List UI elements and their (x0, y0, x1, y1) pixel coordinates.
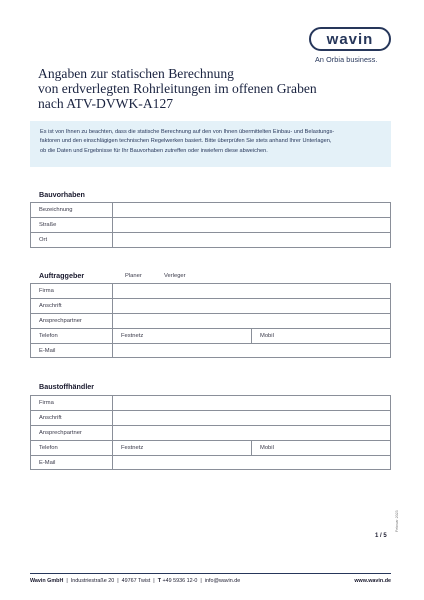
ansprechpartner-field[interactable] (113, 313, 391, 328)
brand-tagline: An Orbia business. (315, 55, 378, 64)
field-label: Straße (31, 217, 113, 232)
table-row (31, 313, 391, 328)
table-row (31, 410, 391, 425)
festnetz-field[interactable] (113, 328, 252, 343)
field-label: Anschrift (31, 298, 113, 313)
table-row (31, 232, 391, 247)
ort-field[interactable] (113, 232, 391, 247)
edition-note: Februar 2023 (395, 510, 399, 532)
notice-box (30, 121, 391, 167)
footer-phone: +49 5936 12-0 (162, 578, 198, 584)
footer-divider (30, 573, 391, 574)
anschrift-field[interactable] (113, 410, 391, 425)
field-label: Firma (31, 396, 113, 411)
table-row (31, 425, 391, 440)
title-line: nach ATV-DVWK-A127 (38, 96, 174, 112)
notice-line: ob die Daten und Ergebnisse für Ihr Bauvorhaben zutreffen oder inwiefern diese abweichen. (40, 147, 268, 154)
section-heading-bauvorhaben: Bauvorhaben (39, 190, 85, 199)
title-line: von erdverlegten Rohrleitungen im offenen Graben (38, 81, 317, 97)
mobil-field[interactable] (252, 440, 391, 455)
footer-city: 49767 Twist (121, 578, 151, 584)
bezeichnung-field[interactable] (113, 203, 391, 218)
section-heading-baustoffhaendler: Baustoffhändler (39, 382, 95, 391)
mobil-label: Mobil (260, 444, 274, 451)
page-footer: Wavin GmbH | Industriestraße 20 | 49767 Twist | T +49 5936 12-0 | info@wavin.de www.wavin.de (30, 578, 391, 584)
table-row (31, 343, 391, 358)
option-planer[interactable]: Planer (125, 273, 142, 279)
title-line: Angaben zur statischen Berechnung (38, 66, 234, 81)
wavin-logo (309, 27, 391, 51)
wavin-logo-mark (309, 27, 391, 51)
anschrift-field[interactable] (113, 298, 391, 313)
baustoffhaendler-table (30, 395, 391, 470)
notice-line: Es ist von Ihnen zu beachten, dass die statische Berechnung auf den von Ihnen übermittelten Einbau- und Belastungs- (40, 129, 335, 135)
festnetz-field[interactable] (113, 440, 252, 455)
footer-phone-prefix: T (157, 578, 161, 584)
field-label: Telefon (31, 328, 113, 343)
table-row (31, 440, 391, 455)
auftraggeber-table (30, 283, 391, 358)
table-row (31, 455, 391, 470)
wavin-logo-text: wavin (326, 31, 374, 48)
field-label: E-Mail (31, 455, 113, 470)
field-label: Ansprechpartner (31, 313, 113, 328)
option-verleger[interactable]: Verleger (164, 273, 186, 279)
table-row (31, 396, 391, 411)
email-field[interactable] (113, 343, 391, 358)
page-number: 1 / 5 (375, 533, 387, 539)
table-row (31, 328, 391, 343)
firma-field[interactable] (113, 284, 391, 299)
mobil-label: Mobil (260, 332, 274, 339)
notice-line: faktoren und den einschlägigen technischen Regelwerken basiert. Bitte überprüfen Sie stets anhand Ihrer Unterlagen, (40, 138, 332, 145)
strasse-field[interactable] (113, 217, 391, 232)
bauvorhaben-table (30, 202, 391, 248)
section-heading-auftraggeber: Auftraggeber (39, 271, 85, 280)
table-row (31, 284, 391, 299)
footer-company: Wavin GmbH (30, 578, 64, 584)
field-label: E-Mail (31, 343, 113, 358)
firma-field[interactable] (113, 396, 391, 411)
festnetz-label: Festnetz (121, 332, 144, 339)
page-title (38, 66, 358, 112)
table-row (31, 217, 391, 232)
field-label: Bezeichnung (31, 203, 113, 218)
field-label: Ort (31, 232, 113, 247)
footer-website[interactable]: www.wavin.de (354, 578, 391, 584)
field-label: Ansprechpartner (31, 425, 113, 440)
field-label: Firma (31, 284, 113, 299)
field-label: Anschrift (31, 410, 113, 425)
table-row (31, 298, 391, 313)
ansprechpartner-field[interactable] (113, 425, 391, 440)
footer-street: Industriestraße 20 (70, 578, 115, 584)
mobil-field[interactable] (252, 328, 391, 343)
field-label: Telefon (31, 440, 113, 455)
footer-email[interactable]: info@wavin.de (204, 578, 241, 584)
festnetz-label: Festnetz (121, 444, 144, 451)
email-field[interactable] (113, 455, 391, 470)
table-row (31, 203, 391, 218)
